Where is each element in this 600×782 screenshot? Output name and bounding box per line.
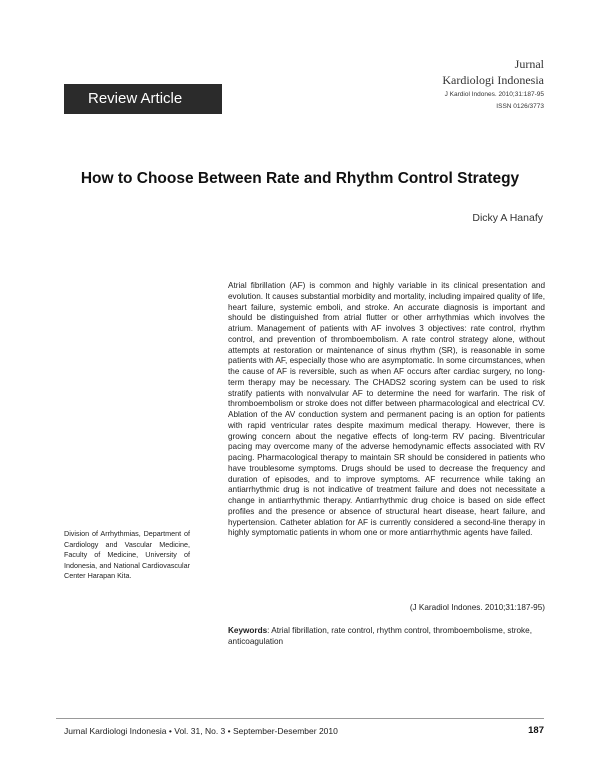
- keywords-list: : Atrial fibrillation, rate control, rhythm control, thromboembolisme, stroke, anticoagulation: [228, 626, 532, 646]
- article-title: How to Choose Between Rate and Rhythm Control Strategy: [80, 170, 520, 187]
- journal-name-line1: Jurnal: [514, 57, 544, 71]
- abstract-text: Atrial fibrillation (AF) is common and highly variable in its clinical presentation and evolution. It causes substantial morbidity and mortality, including impaired quality of life, heart failure, systemic emboli, and stroke. An accurate diagnosis is important and should be distinguished from atrial flutter or other arrhythmias which involves the atrium. Management of patients with AF involves 3 objectives: rate control, rhythm control, and prevention of thromboembolism. A rate control strategy alone, without attempts at restoration or maintenance of sinus rhythm (SR), is reasonable in some patients with AF, especially those who are asymptomatic. In some circumstances, when the cause of AF is reversible, such as when AF occurs after cardiac surgery, no long-term therapy may be necessary. The CHADS2 scoring system can be used to risk stratify patients with nonvalvular AF to determine the need for warfarin. The risk of thromboembolism or stroke does not differ between pharmacological and electrical CV. Ablation of the AV conduction system and permanent pacing is an option for patients with rapid ventricular rates despite maximum medical therapy. However, there is growing concern about the negative effects of long-term RV pacing. Biventricular pacing may overcome many of the adverse hemodynamic effects associated with RV pacing. Pharmacological therapy to maintain SR should be considered in patients who have troublesome symptoms. Drugs should be used to decrease the frequency and duration of episodes, and to improve symptoms. AF recurrence while taking an antiarrhythmic drug is not indicative of treatment failure and does not necessitate a change in antiarrhythmic therapy. Antiarrhythmic drug choice is based on side effect profiles and the presence or absence of structural heart disease, heart failure, and hypertension. Catheter ablation for AF is currently considered a second-line therapy in highly symptomatic patients in whom one or more antiarrhythmic agents have failed.: [228, 281, 545, 538]
- keywords-block: [228, 625, 545, 647]
- journal-citation-short: J Kardiol Indones. 2010;31:187-95: [444, 91, 544, 98]
- journal-header: [404, 56, 544, 112]
- footer-divider: [56, 718, 544, 719]
- section-tag: Review Article: [64, 84, 222, 114]
- footer-journal-issue: Jurnal Kardiologi Indonesia • Vol. 31, No. 3 • September-Desember 2010: [64, 726, 338, 736]
- author-affiliation: Division of Arrhythmias, Department of Cardiology and Vascular Medicine, Faculty of Medicine, University of Indonesia, and National Cardiovascular Center Harapan Kita.: [64, 529, 190, 581]
- keywords-label: Keywords: [228, 626, 268, 635]
- article-author: Dicky A Hanafy: [472, 212, 543, 224]
- journal-issn: ISSN 0126/3773: [496, 103, 544, 110]
- journal-name-line2: Kardiologi Indonesia: [442, 73, 544, 87]
- abstract-citation: (J Karadiol Indones. 2010;31:187-95): [409, 603, 545, 612]
- page-number: 187: [528, 725, 544, 736]
